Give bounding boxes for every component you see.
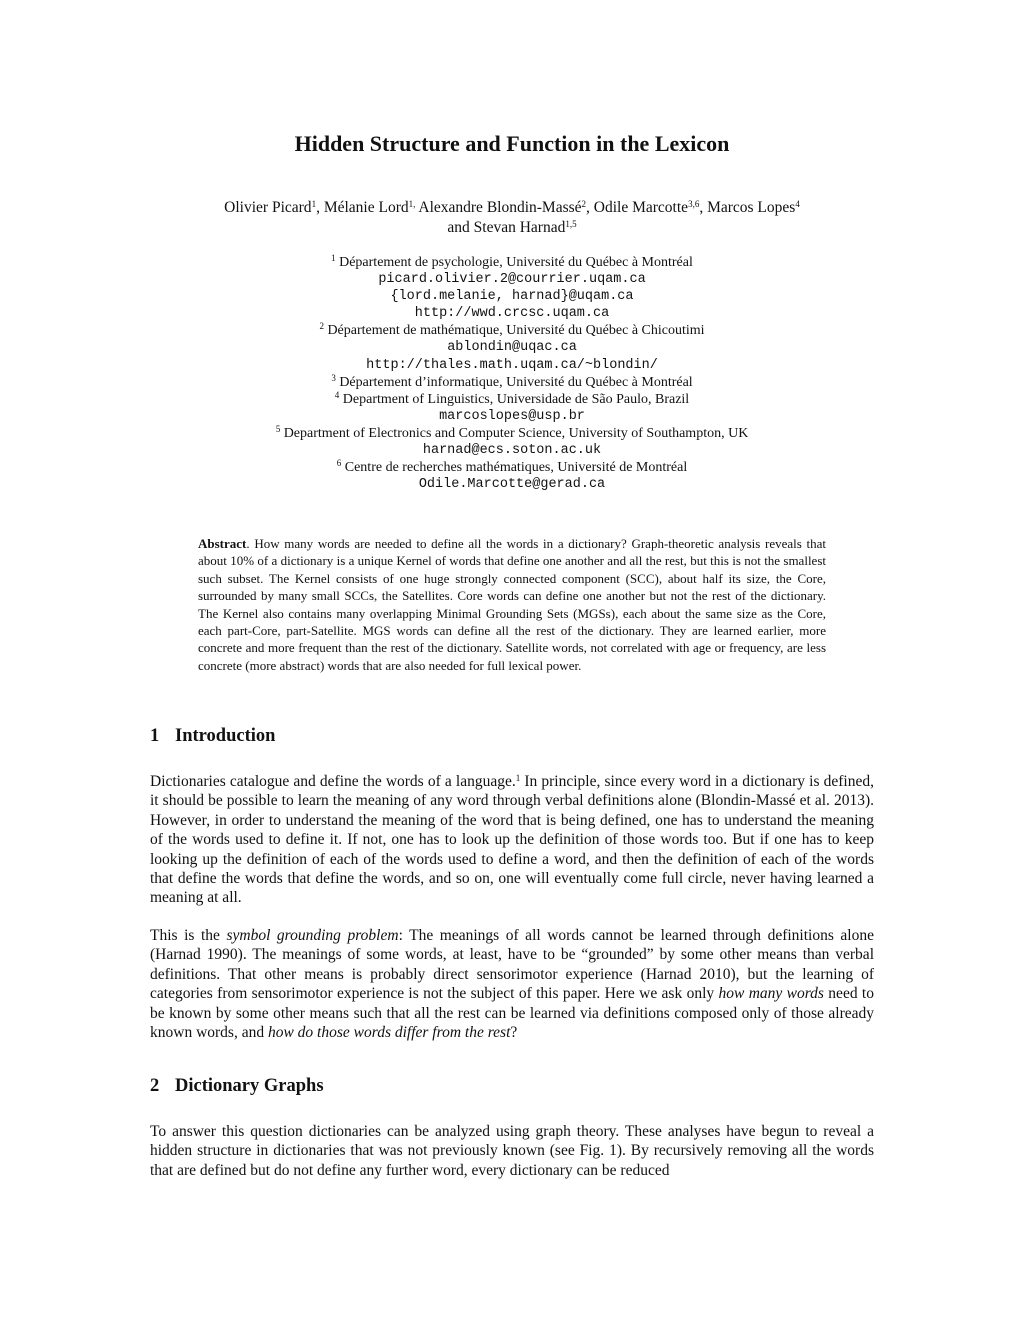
affiliation-number: 3 bbox=[331, 372, 336, 383]
affiliation-institution bbox=[0, 374, 1024, 391]
author-affil-sup: 1,5 bbox=[565, 219, 577, 229]
author-affil-sup: 1, bbox=[408, 199, 416, 209]
author: Alexandre Blondin-Massé bbox=[418, 199, 582, 216]
footnote-marker: 1 bbox=[515, 773, 521, 783]
author-affil-sup: 2 bbox=[581, 199, 587, 209]
affiliation-institution bbox=[0, 322, 1024, 339]
author-line-2: and Stevan Harnad$^{1,5}$ bbox=[447, 219, 577, 236]
affiliation-institution bbox=[0, 425, 1024, 442]
affiliation-text: Centre de recherches mathématiques, Université de Montréal bbox=[344, 460, 688, 476]
affiliation-institution bbox=[0, 391, 1024, 408]
affiliation-number: 2 bbox=[319, 321, 324, 332]
abstract-text: . How many words are needed to define all the words in a dictionary? Graph-theoretic analysis reveals that about 10% of a dictionary is a unique Kernel of words that define one another and all the rest, but this is not the smallest such subset. The Kernel consists of one huge strongly connected component (SCC), about half its size, the Core, surrounded by many small SCCs, the Satellites. Core words can define one another but not the rest of the dictionary. The Kernel also contains many overlapping Minimal Grounding Sets (MGSs), each about the same size as the Core, each part-Core, part-Satellite. MGS words can define all the rest of the dictionary. They are learned earlier, more concrete and more frequent than the rest of the dictionary. Satellite words, not correlated with age or frequency, are less concrete (more abstract) words that are also needed for full lexical power. bbox=[198, 536, 826, 673]
section-heading-introduction: 1 Introduction bbox=[150, 726, 276, 746]
affiliation-number: 4 bbox=[334, 389, 340, 400]
affiliation-contact: {lord.melanie, harnad}@uqam.ca bbox=[390, 289, 634, 305]
affiliation-number: 5 bbox=[275, 423, 281, 434]
abstract bbox=[198, 535, 826, 674]
affiliation-text: Département de mathématique, Université du Québec à Chicoutimi bbox=[327, 323, 705, 339]
abstract-label: Abstract bbox=[198, 536, 247, 551]
affiliation-contact: marcoslopes@usp.br bbox=[439, 408, 585, 424]
affiliation-contact: ablondin@uqac.ca bbox=[447, 340, 577, 356]
author-affil-sup: 4 bbox=[795, 199, 800, 209]
affiliation-contact: http://wwd.crcsc.uqam.ca bbox=[414, 306, 610, 322]
paper-title: Hidden Structure and Function in the Lexicon bbox=[294, 131, 730, 156]
author: Mélanie Lord bbox=[323, 199, 409, 216]
intro-paragraph-2: This is the symbol grounding problem: The meanings of all words cannot be learned through definitions alone (Harnad 1990). The meanings of some words, at least, have to be “grounded” by some other means than verbal definitions. That other means is probably direct sensorimotor experience (Harnad 2010), but the learning of categories from sensorimotor experience is not the subject of this paper. Here we ask only how many words need to be known by some other means such that all the rest can be learned via definitions composed only of those already known words, and how do those words differ from the rest? bbox=[150, 927, 874, 1042]
affiliation-text: Department of Linguistics, Universidade de São Paulo, Brazil bbox=[342, 391, 690, 407]
affiliation-text: Department of Electronics and Computer Science, University of Southampton, UK bbox=[283, 425, 749, 441]
section-heading-dictionary-graphs: 2 Dictionary Graphs bbox=[150, 1076, 324, 1096]
author: Odile Marcotte bbox=[593, 199, 689, 216]
author-affil-sup: 3,6 bbox=[688, 199, 700, 209]
intro-paragraph-1: Dictionaries catalogue and define the words of a language.$^1$ In principle, since every word in a dictionary is defined, it should be possible to learn the meaning of any word through verbal definitions alone (Blondin-Massé et al. 2013). However, in order to understand the meaning of the word that is being defined, one has to understand the meaning of the words used to define it. If not, one has to look up the definition of those words too. But if one has to keep looking up the definition of each of the words used to define a word, and then the definition of each of the words that define the words that define the words, and so on, one will eventually come full circle, never having learned a meaning at all. bbox=[150, 773, 874, 907]
affiliation-contact: harnad@ecs.soton.ac.uk bbox=[422, 443, 602, 459]
author: Olivier Picard bbox=[224, 199, 312, 216]
dictionary-graphs-paragraph-1: To answer this question dictionaries can be analyzed using graph theory. These analyses have begun to reveal a hidden structure in dictionaries that was not previously known (see Fig. 1). By recursively removing all the words that are defined but do not define any further word, every dictionary can be reduced bbox=[150, 1123, 874, 1179]
author-affil-sup: 1 bbox=[311, 199, 317, 209]
author: Marcos Lopes bbox=[707, 199, 796, 216]
affiliation-text: Département d’informatique, Université du Québec à Montréal bbox=[339, 374, 693, 390]
affiliation-institution bbox=[0, 459, 1024, 476]
affiliation-institution bbox=[0, 254, 1024, 271]
affiliations bbox=[0, 254, 1024, 493]
author-list bbox=[0, 198, 1024, 238]
affiliation-contact: Odile.Marcotte@gerad.ca bbox=[418, 477, 606, 493]
affiliation-number: 1 bbox=[331, 253, 336, 263]
affiliation-number: 6 bbox=[336, 458, 342, 469]
author: Stevan Harnad bbox=[473, 219, 566, 236]
affiliation-text: Département de psychologie, Université du Québec à Montréal bbox=[339, 255, 693, 270]
affiliation-contact: http://thales.math.uqam.ca/~blondin/ bbox=[366, 357, 658, 373]
affiliation-contact: picard.olivier.2@courrier.uqam.ca bbox=[378, 272, 646, 288]
author-line-1: Olivier Picard$^1$, Mélanie Lord$^{1,}$ Alexandre Blondin-Massé$^2$, Odile Marcotte$^{3,6}$, Marcos Lopes$^4$ bbox=[224, 199, 800, 216]
